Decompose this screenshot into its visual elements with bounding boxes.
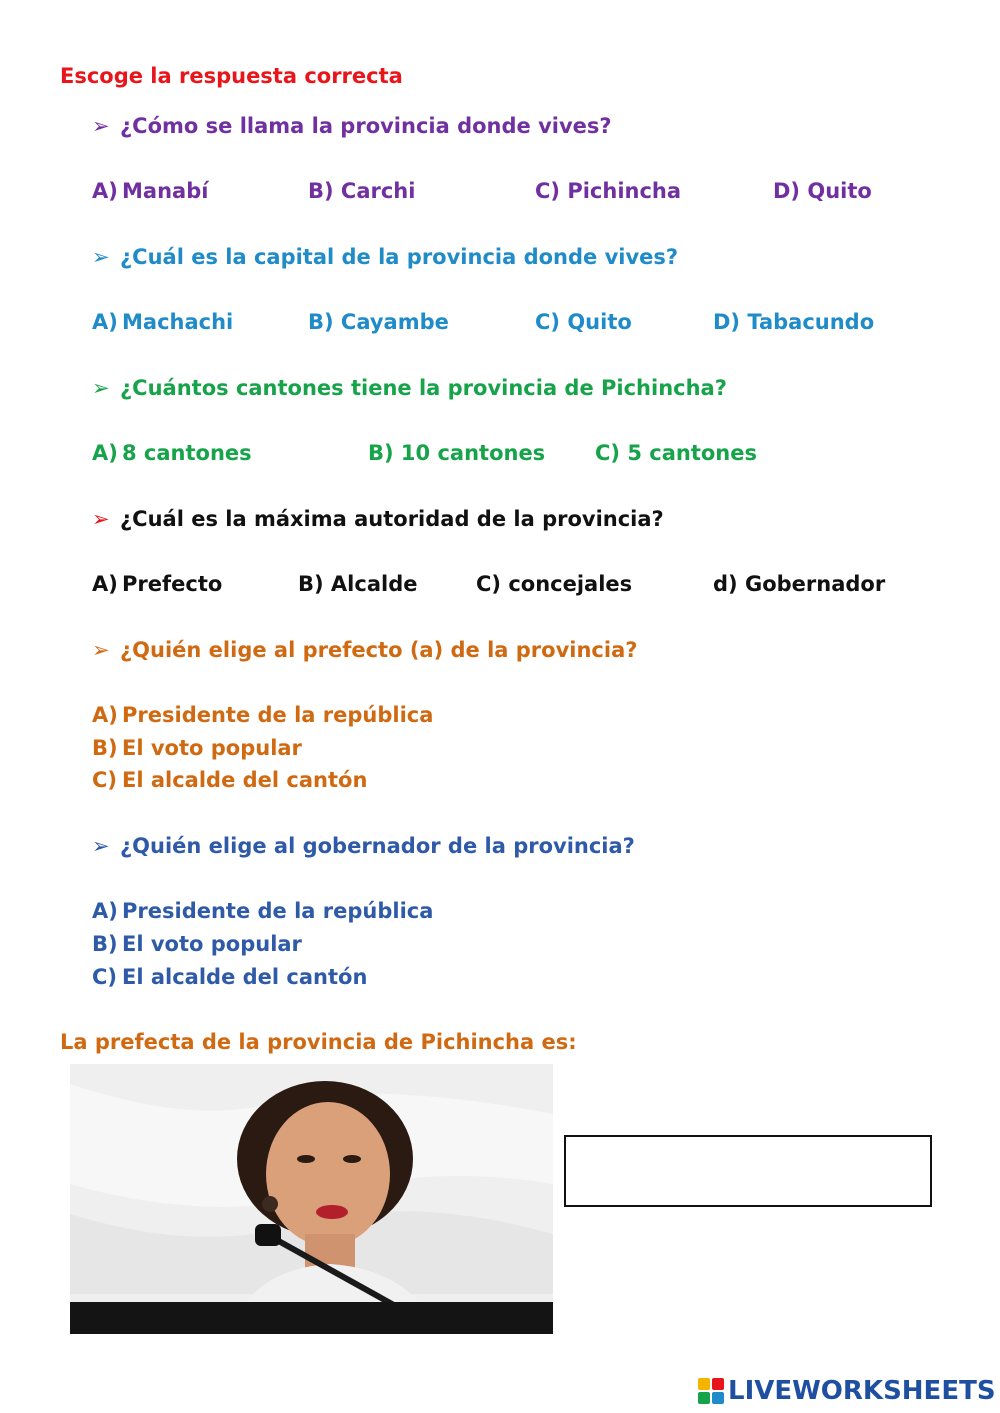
question-5: [92, 638, 637, 662]
q5-option-c[interactable]: C) El alcalde del cantón: [92, 768, 368, 792]
q2-option-b[interactable]: B) Cayambe: [308, 310, 449, 334]
question-3-text: ¿Cuántos cantones tiene la provincia de Pichincha?: [120, 376, 727, 400]
q2-option-a[interactable]: A) Machachi: [92, 310, 234, 334]
q6-option-b[interactable]: B) El voto popular: [92, 932, 302, 956]
prefect-photo-drawing: [70, 1064, 553, 1334]
logo-brand-text: LIVEWORKSHEETS: [728, 1376, 996, 1406]
worksheet-title: Escoge la respuesta correcta: [60, 64, 403, 88]
prefect-question-label: La prefecta de la provincia de Pichincha es:: [60, 1030, 577, 1054]
arrow-bullet-icon: ➢: [92, 376, 110, 400]
q3-option-c[interactable]: C) 5 cantones: [595, 441, 757, 465]
arrow-bullet-icon: ➢: [92, 114, 110, 138]
q1-option-d[interactable]: D) Quito: [773, 179, 872, 203]
q6-option-c[interactable]: C) El alcalde del cantón: [92, 965, 368, 989]
question-6-text: ¿Quién elige al gobernador de la provincia?: [120, 834, 635, 858]
question-2-text: ¿Cuál es la capital de la provincia donde vives?: [120, 245, 679, 269]
q3-option-a[interactable]: A) 8 cantones: [92, 441, 252, 465]
q5-option-a[interactable]: A) Presidente de la república: [92, 703, 434, 727]
q3-option-b[interactable]: B) 10 cantones: [368, 441, 546, 465]
question-2: [92, 245, 678, 269]
q1-option-c[interactable]: C) Pichincha: [535, 179, 682, 203]
q1-option-b[interactable]: B) Carchi: [308, 179, 416, 203]
question-5-text: ¿Quién elige al prefecto (a) de la provincia?: [120, 638, 638, 662]
question-1-text: ¿Cómo se llama la provincia donde vives?: [120, 114, 612, 138]
answer-input-box[interactable]: [564, 1135, 932, 1207]
q4-option-b[interactable]: B) Alcalde: [298, 572, 418, 596]
question-6: [92, 834, 635, 858]
q4-option-c[interactable]: C) concejales: [476, 572, 633, 596]
prefect-photo: [70, 1064, 553, 1334]
q2-option-c[interactable]: C) Quito: [535, 310, 632, 334]
logo-squares-icon: [698, 1378, 724, 1404]
question-4-text: ¿Cuál es la máxima autoridad de la provincia?: [120, 507, 664, 531]
question-3: [92, 376, 727, 400]
arrow-bullet-icon: ➢: [92, 638, 110, 662]
question-4: [92, 507, 664, 531]
q1-option-a[interactable]: A) Manabí: [92, 179, 209, 203]
q6-option-a[interactable]: A) Presidente de la república: [92, 899, 434, 923]
liveworksheets-logo: [698, 1376, 996, 1406]
q5-option-b[interactable]: B) El voto popular: [92, 736, 302, 760]
q4-option-d[interactable]: d) Gobernador: [713, 572, 886, 596]
q2-option-d[interactable]: D) Tabacundo: [713, 310, 875, 334]
arrow-bullet-icon: ➢: [92, 507, 110, 531]
q4-option-a[interactable]: A) Prefecto: [92, 572, 223, 596]
question-1: [92, 114, 612, 138]
arrow-bullet-icon: ➢: [92, 834, 110, 858]
arrow-bullet-icon: ➢: [92, 245, 110, 269]
